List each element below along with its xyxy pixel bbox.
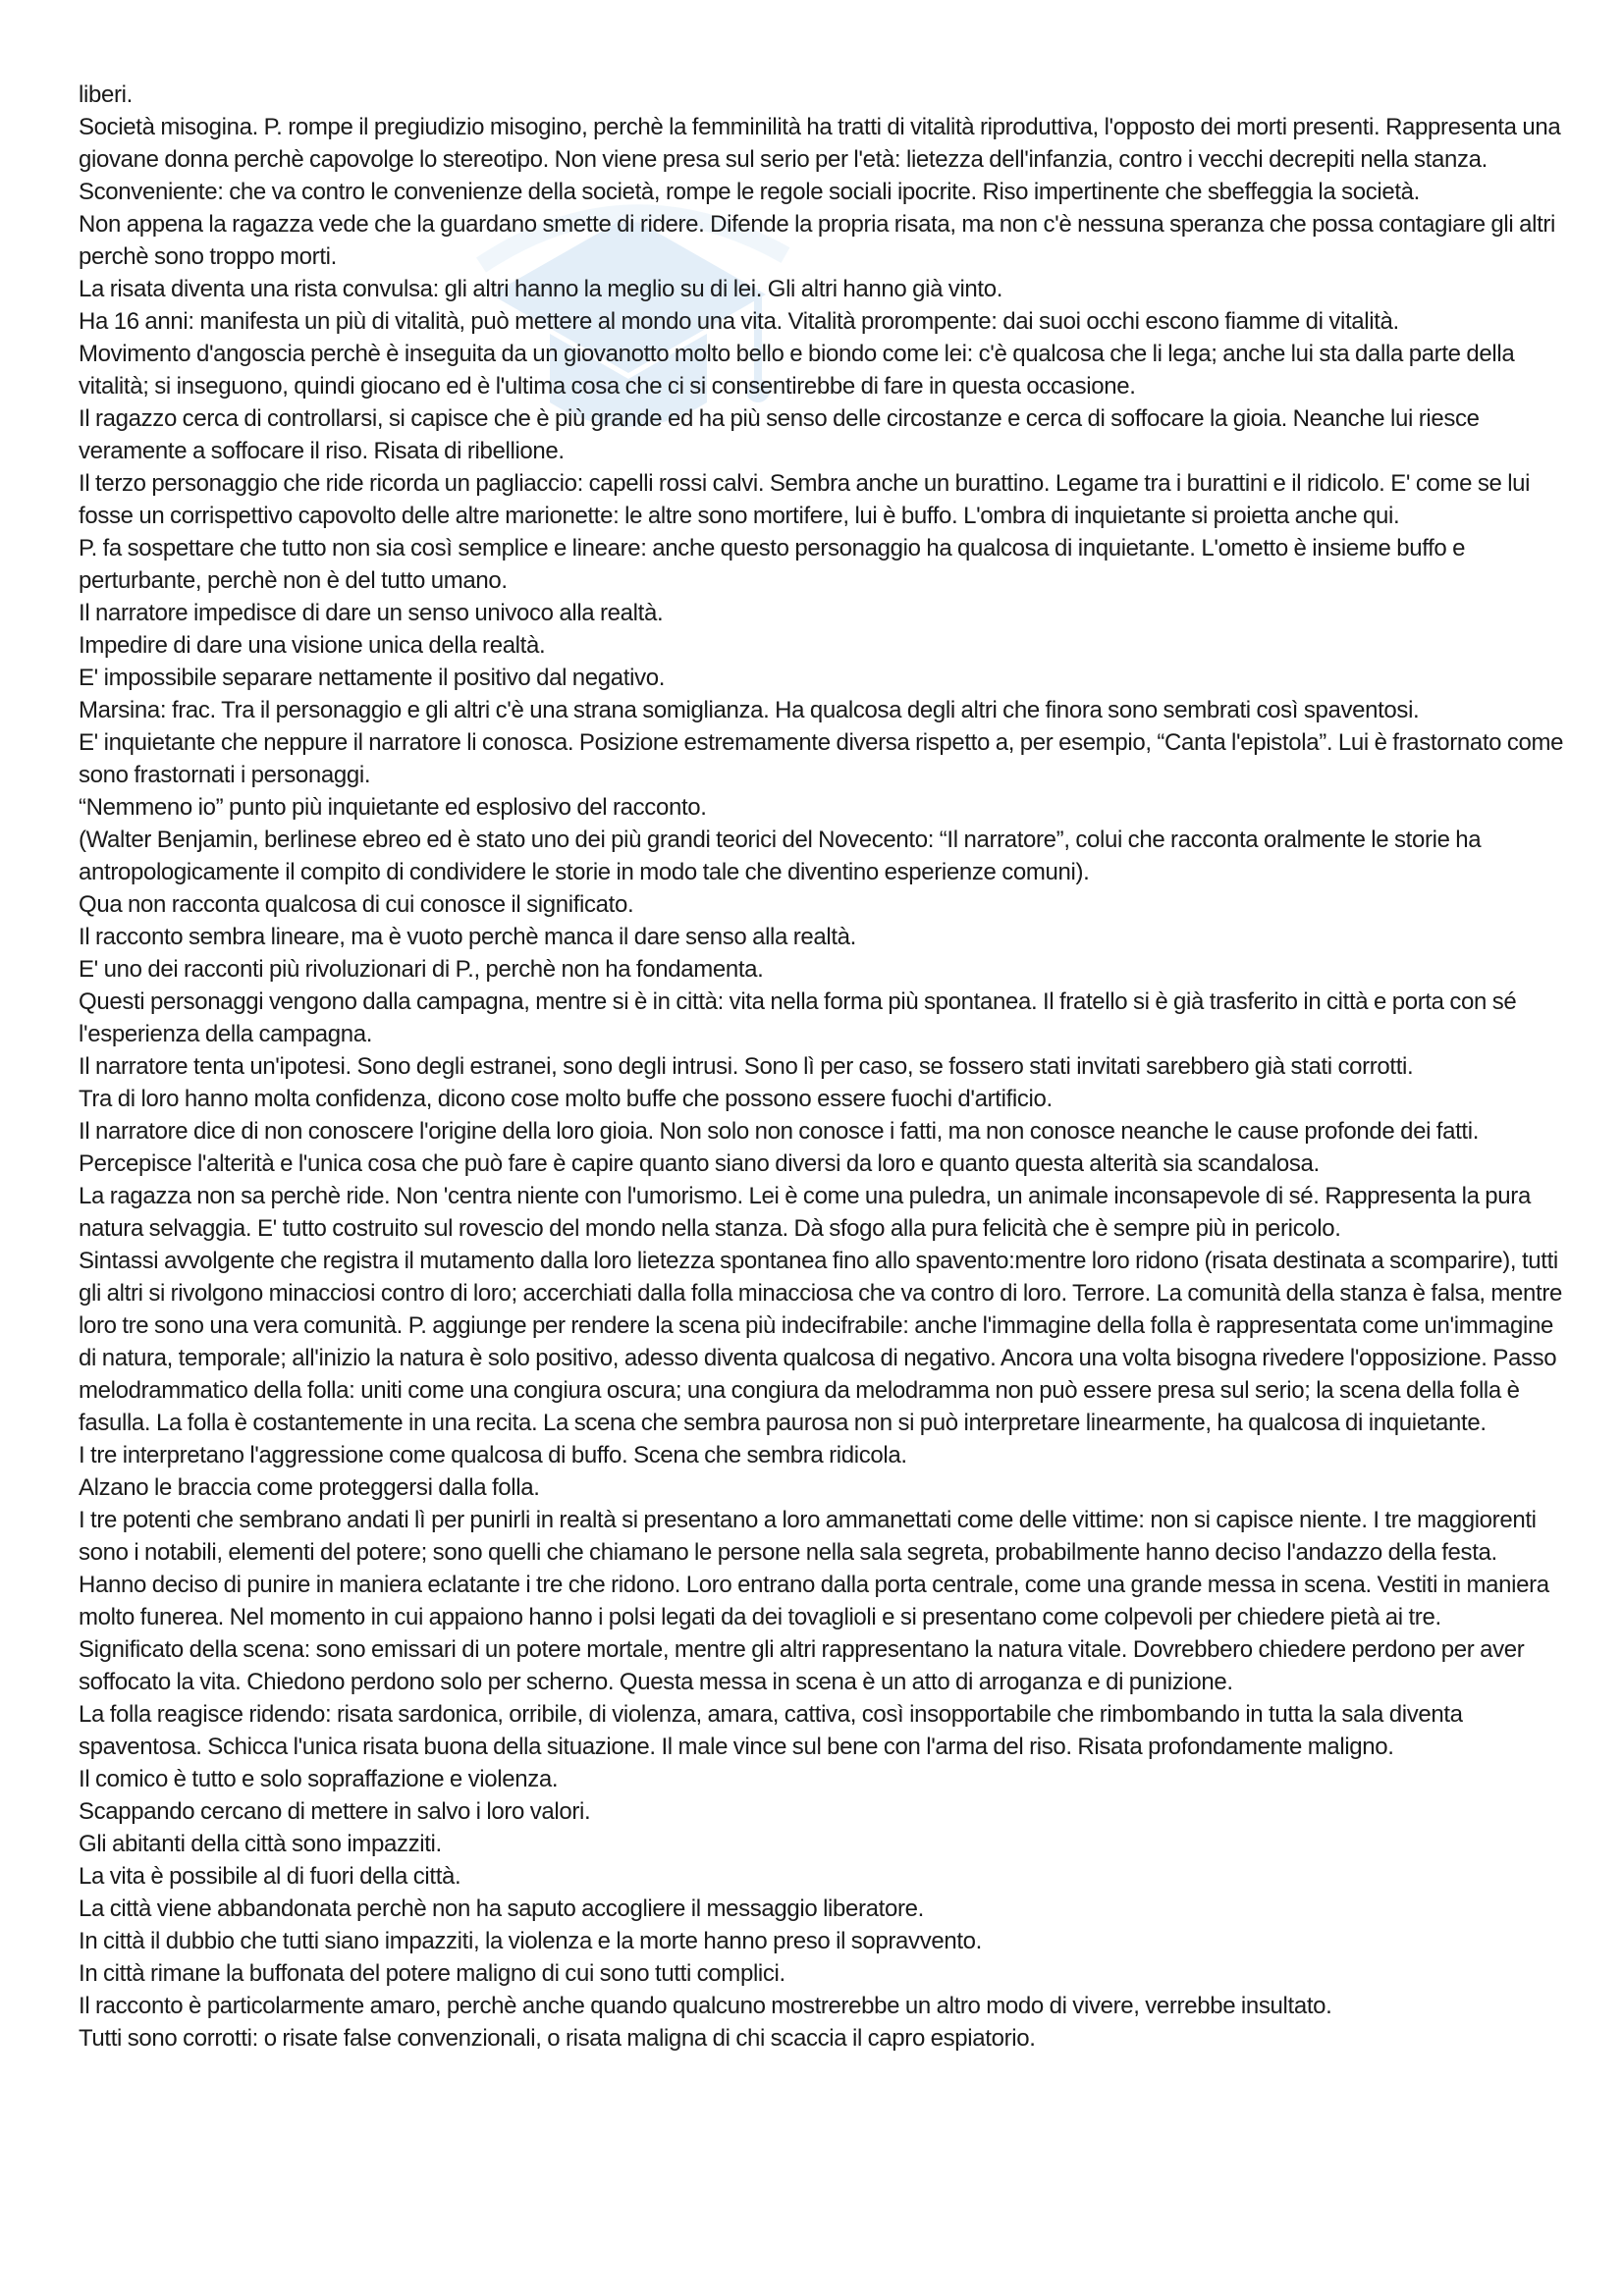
paragraph: Impedire di dare una visione unica della realtà. bbox=[79, 632, 546, 659]
paragraph: Il narratore tenta un'ipotesi. Sono degli estranei, sono degli intrusi. Sono lì per caso, se fossero stati invitati sarebbero già stati corrotti. bbox=[79, 1053, 1414, 1080]
paragraph: Il terzo personaggio che ride ricorda un pagliaccio: capelli rossi calvi. Sembra anche un burattino. Legame tra i burattini e il ridicolo. E' come se lui fosse un corrispettivo capovolto delle altre marionette: le altre sono mortifere, lui è buffo. L'ombra di inquietante si proietta anche qui. bbox=[79, 470, 1531, 529]
paragraph: Il racconto sembra lineare, ma è vuoto perchè manca il dare senso alla realtà. bbox=[79, 924, 856, 950]
paragraph: La ragazza non sa perchè ride. Non 'centra niente con l'umorismo. Lei è come una puledra, un animale inconsapevole di sé. Rappresenta la pura natura selvaggia. E' tutto costruito sul rovescio del mondo nella stanza. Dà sfogo alla pura felicità che è sempre più in pericolo. bbox=[79, 1183, 1531, 1242]
paragraph: Il ragazzo cerca di controllarsi, si capisce che è più grande ed ha più senso delle circostanze e cerca di soffocare la gioia. Neanche lui riesce veramente a soffocare il riso. Risata di ribellione. bbox=[79, 405, 1480, 464]
paragraph: Scappando cercano di mettere in salvo i loro valori. bbox=[79, 1798, 591, 1825]
paragraph: Sintassi avvolgente che registra il mutamento dalla loro lietezza spontanea fino allo spavento:mentre loro ridono (risata destinata a scomparire), tutti gli altri si rivolgono minacciosi contro di loro; accerchiati dalla folla minacciosa che va contro di loro. Terrore. La comunità della stanza è falsa, mentre loro tre sono una vera comunità. P. aggiunge per rendere la scena più indecifrabile: anche l'immagine della folla è rappresentata come un'immagine di natura, temporale; all'inizio la natura è solo positivo, adesso diventa qualcosa di negativo. Ancora una volta bisogna rivedere l'opposizione. Passo melodrammatico della folla: uniti come una congiura oscura; una congiura da melodramma non può essere presa sul serio; la scena della folla è fasulla. La folla è costantemente in una recita. La scena che sembra paurosa non si può interpretare linearmente, ha qualcosa di inquietante. bbox=[79, 1248, 1562, 1436]
document-body bbox=[79, 79, 1566, 2055]
paragraph: (Walter Benjamin, berlinese ebreo ed è stato uno dei più grandi teorici del Novecento: “Il narratore”, colui che racconta oralmente le storie ha antropologicamente il compito di condividere le storie in modo tale che diventino esperienze comuni). bbox=[79, 827, 1482, 885]
paragraph: Non appena la ragazza vede che la guardano smette di ridere. Difende la propria risata, ma non c'è nessuna speranza che possa contagiare gli altri perchè sono troppo morti. bbox=[79, 211, 1556, 270]
paragraph: Il racconto è particolarmente amaro, perchè anche quando qualcuno mostrerebbe un altro modo di vivere, verrebbe insultato. bbox=[79, 1993, 1332, 2019]
paragraph: Il comico è tutto e solo sopraffazione e violenza. bbox=[79, 1766, 559, 1792]
paragraph: “Nemmeno io” punto più inquietante ed esplosivo del racconto. bbox=[79, 794, 707, 821]
paragraph: Sconveniente: che va contro le convenienze della società, rompe le regole sociali ipocrite. Riso impertinente che sbeffeggia la società. bbox=[79, 179, 1420, 205]
paragraph: Percepisce l'alterità e l'unica cosa che può fare è capire quanto siano diversi da loro e quanto questa alterità sia scandalosa. bbox=[79, 1150, 1320, 1177]
paragraph: Significato della scena: sono emissari di un potere mortale, mentre gli altri rappresentano la natura vitale. Dovrebbero chiedere perdono per aver soffocato la vita. Chiedono perdono solo per scherno. Questa messa in scena è un atto di arroganza e di punizione. bbox=[79, 1636, 1525, 1695]
paragraph: Gli abitanti della città sono impazziti. bbox=[79, 1831, 442, 1857]
paragraph: E' impossibile separare nettamente il positivo dal negativo. bbox=[79, 665, 666, 691]
paragraph: In città rimane la buffonata del potere maligno di cui sono tutti complici. bbox=[79, 1960, 785, 1987]
paragraph: Tra di loro hanno molta confidenza, dicono cose molto buffe che possono essere fuochi d'artificio. bbox=[79, 1086, 1053, 1112]
paragraph: E' inquietante che neppure il narratore li conosca. Posizione estremamente diversa rispetto a, per esempio, “Canta l'epistola”. Lui è frastornato come sono frastornati i personaggi. bbox=[79, 729, 1564, 788]
paragraph: Società misogina. P. rompe il pregiudizio misogino, perchè la femminilità ha tratti di vitalità riproduttiva, l'opposto dei morti presenti. Rappresenta una giovane donna perchè capovolge lo stereotipo. Non viene presa sul serio per l'età: lietezza dell'infanzia, contro i vecchi decrepiti nella stanza. bbox=[79, 114, 1561, 173]
paragraph: I tre potenti che sembrano andati lì per punirli in realtà si presentano a loro ammanettati come delle vittime: non si capisce niente. I tre maggiorenti sono i notabili, elementi del potere; sono quelli che chiamano le persone nella sala segreta, probabilmente hanno deciso l'andazzo della festa. Hanno deciso di punire in maniera eclatante i tre che ridono. Loro entrano dalla porta centrale, come una grande messa in scena. Vestiti in maniera molto funerea. Nel momento in cui appaiono hanno i polsi legati da dei tovaglioli e si presentano come colpevoli per chiedere pietà ai tre. bbox=[79, 1507, 1549, 1630]
paragraph: liberi. bbox=[79, 81, 133, 108]
paragraph: Questi personaggi vengono dalla campagna, mentre si è in città: vita nella forma più spontanea. Il fratello si è già trasferito in città e porta con sé l'esperienza della campagna. bbox=[79, 988, 1517, 1047]
paragraph: La città viene abbandonata perchè non ha saputo accogliere il messaggio liberatore. bbox=[79, 1896, 924, 1922]
paragraph: Il narratore impedisce di dare un senso univoco alla realtà. bbox=[79, 600, 664, 626]
paragraph: Ha 16 anni: manifesta un più di vitalità, può mettere al mondo una vita. Vitalità prorompente: dai suoi occhi escono fiamme di vitalità. bbox=[79, 308, 1399, 335]
paragraph: La risata diventa una rista convulsa: gli altri hanno la meglio su di lei. Gli altri hanno già vinto. bbox=[79, 276, 1003, 302]
paragraph: E' uno dei racconti più rivoluzionari di P., perchè non ha fondamenta. bbox=[79, 956, 764, 983]
paragraph: La folla reagisce ridendo: risata sardonica, orribile, di violenza, amara, cattiva, così insopportabile che rimbombando in tutta la sala diventa spaventosa. Schicca l'unica risata buona della situazione. Il male vince sul bene con l'arma del riso. Risata profondamente maligno. bbox=[79, 1701, 1463, 1760]
paragraph: P. fa sospettare che tutto non sia così semplice e lineare: anche questo personaggio ha qualcosa di inquietante. L'ometto è insieme buffo e perturbante, perchè non è del tutto umano. bbox=[79, 535, 1466, 594]
paragraph: La vita è possibile al di fuori della città. bbox=[79, 1863, 461, 1890]
paragraph: Tutti sono corrotti: o risate false convenzionali, o risata maligna di chi scaccia il capro espiatorio. bbox=[79, 2025, 1036, 2052]
paragraph: In città il dubbio che tutti siano impazziti, la violenza e la morte hanno preso il sopravvento. bbox=[79, 1928, 982, 1954]
paragraph: Movimento d'angoscia perchè è inseguita da un giovanotto molto bello e biondo come lei: c'è qualcosa che li lega; anche lui sta dalla parte della vitalità; si inseguono, quindi giocano ed è l'ultima cosa che ci si consentirebbe di fare in questa occasione. bbox=[79, 341, 1515, 400]
paragraph: I tre interpretano l'aggressione come qualcosa di buffo. Scena che sembra ridicola. bbox=[79, 1442, 907, 1468]
paragraph: Qua non racconta qualcosa di cui conosce il significato. bbox=[79, 891, 634, 918]
paragraph: Alzano le braccia come proteggersi dalla folla. bbox=[79, 1474, 540, 1501]
paragraph: Marsina: frac. Tra il personaggio e gli altri c'è una strana somiglianza. Ha qualcosa degli altri che finora sono sembrati così spaventosi. bbox=[79, 697, 1420, 723]
paragraph: Il narratore dice di non conoscere l'origine della loro gioia. Non solo non conosce i fatti, ma non conosce neanche le cause profonde dei fatti. bbox=[79, 1118, 1480, 1145]
